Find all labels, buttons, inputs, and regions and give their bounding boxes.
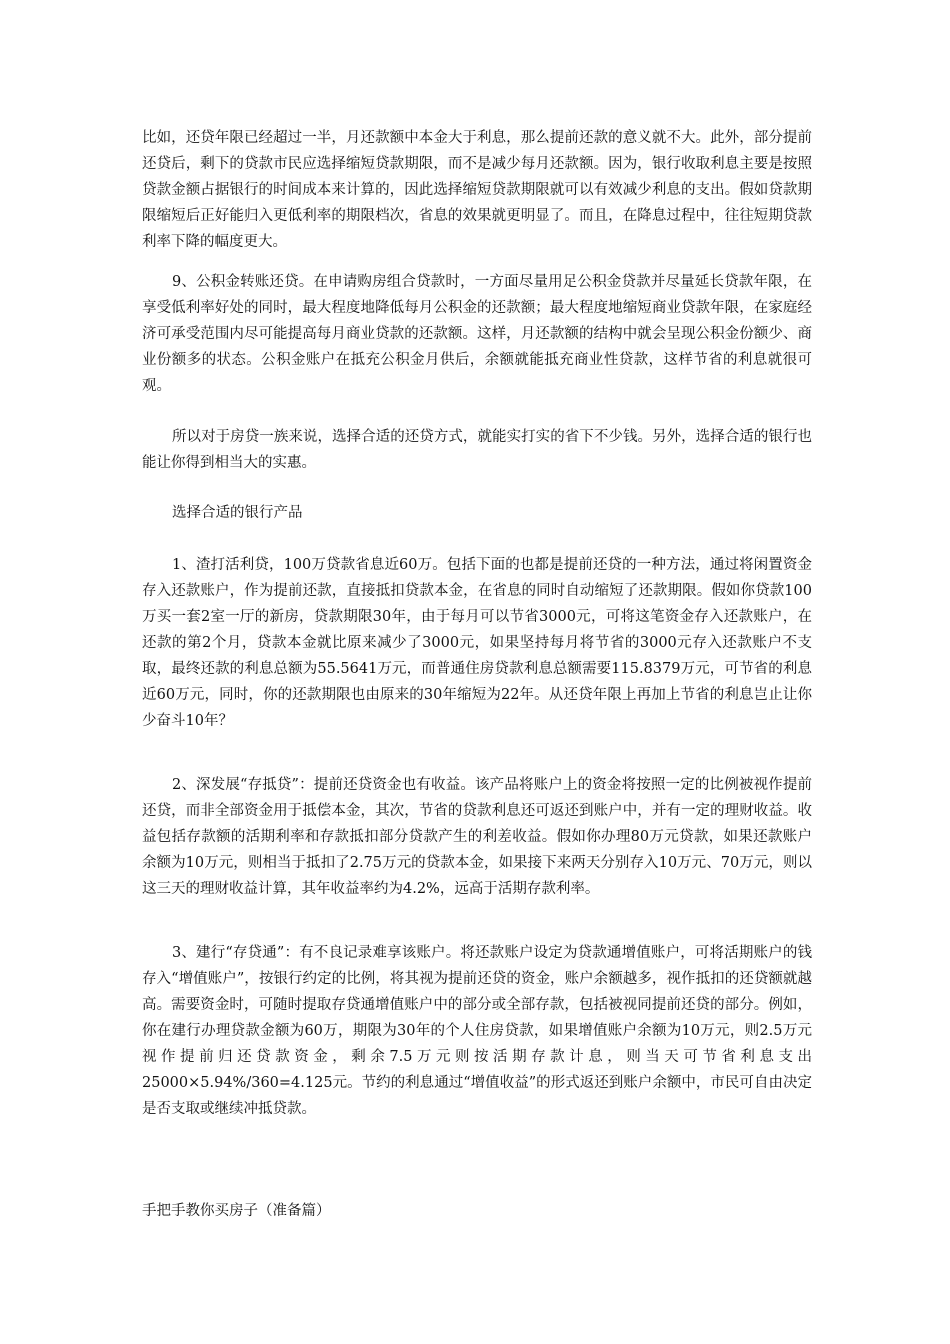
next-section-title: 手把手教你买房子（准备篇） — [142, 1203, 331, 1219]
paragraph-provident-fund: 9、公积金转账还贷。在申请购房组合贷款时，一方面尽量用足公积金贷款并尽量延长贷款年限，在享受低利率好处的同时，最大程度地降低每月公积金的还款额；最大程度地缩短商业贷款年限，在家庭经济可承受范围内尽可能提高每月商业贷款的还款额。这样，月还款额的结构中就会呈现公积金份额少、商业份额多的状态。公积金账户在抵充公积金月供后，余额就能抵充商业性贷款，这样节省的利息就很可观。 — [142, 274, 812, 394]
list-item-sdb-deposit-loan: 2、深发展“存抵贷”：提前还贷资金也有收益。该产品将账户上的资金将按照一定的比例被视作提前还贷，而非全部资金用于抵偿本金，其次，节省的贷款利息还可返还到账户中，并有一定的理财收益。收益包括存款额的活期利率和存款抵扣部分贷款产生的利差收益。假如你办理80万元贷款，如果还款账户余额为10万元，则相当于抵扣了2.75万元的贷款本金，如果接下来两天分别存入10万元、70万元，则以这三天的理财收益计算，其年收益率约为4.2%，远高于活期存款利率。 — [142, 777, 812, 897]
list-item-standard-chartered: 1、渣打活利贷，100万贷款省息近60万。包括下面的也都是提前还贷的一种方法，通过将闲置资金存入还款账户，作为提前还款，直接抵扣贷款本金，在省息的同时自动缩短了还款期限。假如你贷款100万买一套2室一厅的新房，贷款期限30年，由于每月可以节省3000元，可将这笔资金存入还款账户，在还款的第2个月，贷款本金就比原来减少了3000元，如果坚持每月将节省的3000元存入还款账户不支取，最终还款的利息总额为55.5641万元，而普通住房贷款利息总额需要115.8379万元，可节省的利息近60万元，同时，你的还款期限也由原来的30年缩短为22年。从还贷年限上再加上节省的利息岂止让你少奋斗10年？ — [142, 557, 812, 729]
paragraph-conclusion: 所以对于房贷一族来说，选择合适的还贷方式，就能实打实的省下不少钱。另外，选择合适的银行也能让你得到相当大的实惠。 — [142, 429, 812, 471]
paragraph-early-repayment: 比如，还贷年限已经超过一半，月还款额中本金大于利息，那么提前还款的意义就不大。此外，部分提前还贷后，剩下的贷款市民应选择缩短贷款期限，而不是减少每月还款额。因为，银行收取利息主要是按照贷款金额占据银行的时间成本来计算的，因此选择缩短贷款期限就可以有效减少利息的支出。假如贷款期限缩短后正好能归入更低利率的期限档次，省息的效果就更明显了。而且，在降息过程中，往往短期贷款利率下降的幅度更大。 — [142, 130, 812, 250]
list-item-ccb-deposit-loan: 3、建行“存贷通”：有不良记录难享该账户。将还款账户设定为贷款通增值账户，可将活期账户的钱存入“增值账户”，按银行约定的比例，将其视为提前还贷的资金，账户余额越多，视作抵扣的还贷额就越高。需要资金时，可随时提取存贷通增值账户中的部分或全部存款，包括被视同提前还贷的部分。例如，你在建行办理贷款金额为60万，期限为30年的个人住房贷款，如果增值账户余额为10万元，则2.5万元视作提前归还贷款资金，剩余7.5万元则按活期存款计息，则当天可节省利息支出25000×5.94%/360=4.125元。节约的利息通过“增值收益”的形式返还到账户余额中，市民可自由决定是否支取或继续冲抵贷款。 — [142, 945, 812, 1117]
section-heading: 选择合适的银行产品 — [172, 505, 303, 521]
